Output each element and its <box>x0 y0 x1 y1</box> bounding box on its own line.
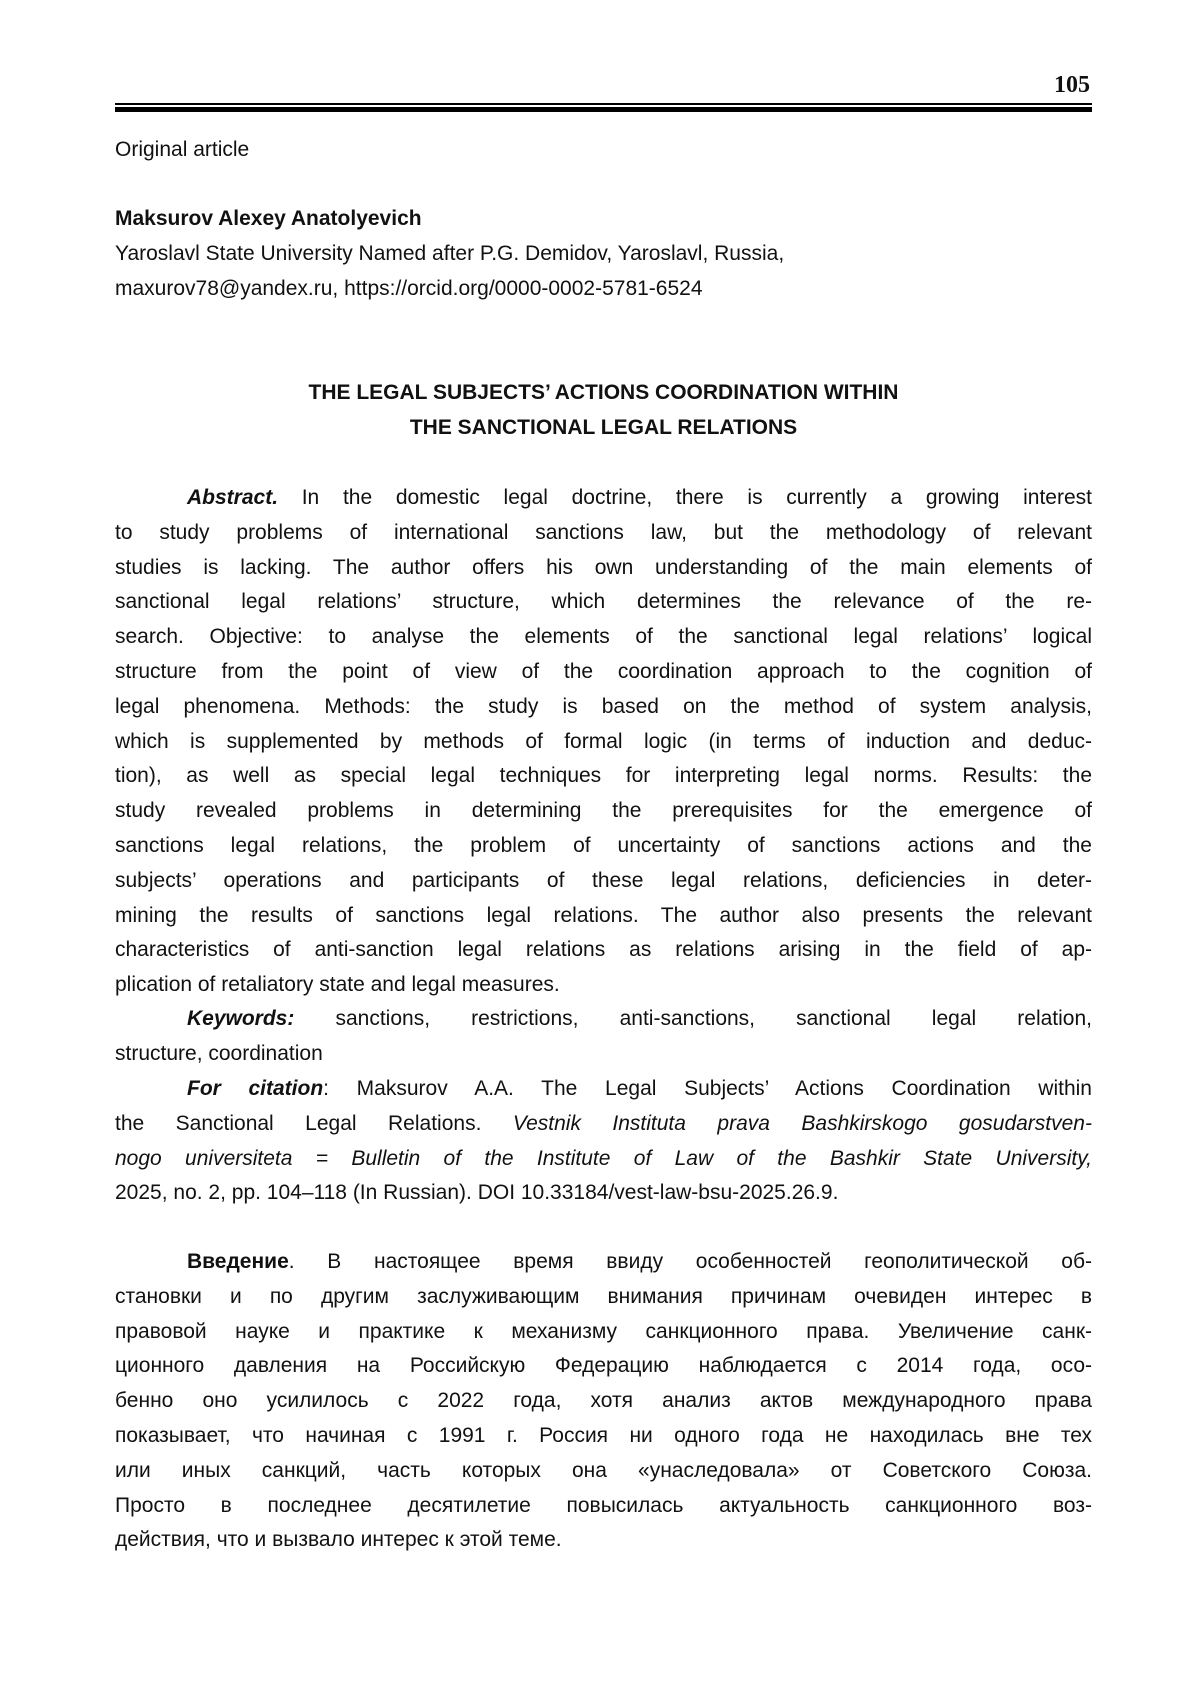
text-line <box>115 1454 1092 1489</box>
article-title <box>115 375 1092 445</box>
text-run: : Maksurov A.A. The Legal Subjects’ Actions Coordination within <box>323 1077 1092 1100</box>
lead-term: Abstract. <box>187 486 279 509</box>
text-line <box>115 1142 1092 1177</box>
text-line <box>115 585 1092 620</box>
text-line <box>115 1037 1092 1072</box>
text-run: subjects’ operations and participants of these legal relations, deficiencies in deter- <box>115 868 1092 892</box>
para-abstract <box>115 481 1092 1003</box>
text-run: 2025, no. 2, pp. 104–118 (In Russian). DOI 10.33184/vest-law-bsu-2025.26.9. <box>115 1181 839 1205</box>
author-name: Maksurov Alexey Anatolyevich <box>115 207 422 230</box>
text-line <box>115 1523 1092 1558</box>
text-run: или иных санкций, часть которых она «унаследовала» от Советского Союза. <box>115 1458 1092 1482</box>
text-line <box>115 968 1092 1003</box>
text-run: mining the results of sanctions legal relations. The author also presents the relevant <box>115 903 1092 927</box>
text-run: ционного давления на Российскую Федерацию наблюдается с 2014 года, осо- <box>115 1354 1092 1378</box>
para-citation <box>115 1072 1092 1211</box>
text-line <box>115 655 1092 690</box>
text-run: legal phenomena. Methods: the study is based on the method of system analysis, <box>115 694 1092 718</box>
text-run: characteristics of anti-sanction legal relations as relations arising in the field of ap- <box>115 938 1092 962</box>
text-run: to study problems of international sanctions law, but the methodology of relevant <box>115 520 1092 544</box>
text-run: sanctions, restrictions, anti-sanctions, sanctional legal relation, <box>294 1007 1092 1030</box>
text-line <box>115 690 1092 725</box>
text-line <box>115 481 1092 516</box>
text-run: study revealed problems in determining the prerequisites for the emergence of <box>115 799 1092 823</box>
text-line <box>115 1280 1092 1315</box>
text-line <box>115 620 1092 655</box>
text-run: tion), as well as special legal techniques for interpreting legal norms. Results: the <box>115 764 1092 788</box>
text-line <box>115 864 1092 899</box>
lead-term: Введение <box>187 1250 289 1273</box>
text-line <box>115 759 1092 794</box>
text-run: . В настоящее время ввиду особенностей геополитической об- <box>288 1250 1092 1273</box>
text-line <box>115 1107 1092 1142</box>
para-introduction <box>115 1245 1092 1558</box>
text-run: показывает, что начиная с 1991 г. Россия ни одного года не находилась вне тех <box>115 1423 1092 1447</box>
title-line: THE LEGAL SUBJECTS’ ACTIONS COORDINATION WITHIN <box>308 381 899 404</box>
text-run: structure, coordination <box>115 1041 323 1065</box>
text-run: sanctions legal relations, the problem of uncertainty of sanctions actions and the <box>115 833 1092 857</box>
para-keywords <box>115 1002 1092 1072</box>
text-line <box>115 1176 1092 1211</box>
text-line <box>115 1349 1092 1384</box>
text-run: Просто в последнее десятилетие повысилась актуальность санкционного воз- <box>115 1493 1092 1517</box>
text-line <box>115 1315 1092 1350</box>
text-run: search. Objective: to analyse the elements of the sanctional legal relations’ logical <box>115 625 1092 649</box>
author-block <box>115 201 1092 306</box>
text-run: sanctional legal relations’ structure, which determines the relevance of the re- <box>115 590 1092 614</box>
text-run: бенно оно усилилось с 2022 года, хотя анализ актов международного права <box>115 1389 1092 1413</box>
header-rule-thin <box>115 103 1092 105</box>
text-line <box>115 1002 1092 1037</box>
text-line <box>115 794 1092 829</box>
text-line <box>115 1419 1092 1454</box>
lead-term: nogo universiteta = Bulletin of the Institute of Law of the Bashkir State University, <box>115 1146 1092 1170</box>
text-line <box>115 933 1092 968</box>
text-line <box>115 829 1092 864</box>
text-line <box>115 1072 1092 1107</box>
text-run: действия, что и вызвало интерес к этой теме. <box>115 1528 562 1552</box>
author-contacts: maxurov78@yandex.ru, https://orcid.org/0000-0002-5781-6524 <box>115 277 703 300</box>
lead-term: For citation <box>187 1077 324 1100</box>
article-type: Original article <box>115 138 250 161</box>
text-line <box>115 516 1092 551</box>
lead-term: Keywords: <box>187 1007 295 1030</box>
text-line <box>115 1384 1092 1419</box>
lead-term: Vestnik Instituta prava Bashkirskogo gosudarstven- <box>512 1111 1092 1135</box>
title-line: THE SANCTIONAL LEGAL RELATIONS <box>409 416 798 439</box>
text-run: which is supplemented by methods of formal logic (in terms of induction and deduc- <box>115 729 1092 753</box>
text-run: становки и по другим заслуживающим внимания причинам очевиден интерес в <box>115 1284 1092 1308</box>
text-run: the Sanctional Legal Relations. <box>115 1111 513 1135</box>
author-affiliation: Yaroslavl State University Named after P.G. Demidov, Yaroslavl, Russia, <box>115 242 785 265</box>
text-run: plication of retaliatory state and legal measures. <box>115 973 560 997</box>
text-run: In the domestic legal doctrine, there is currently a growing interest <box>278 486 1092 509</box>
text-run: studies is lacking. The author offers his own understanding of the main elements of <box>115 555 1092 579</box>
page-number: 105 <box>1054 72 1090 98</box>
text-line <box>115 725 1092 760</box>
text-run: правовой науке и практике к механизму санкционного права. Увеличение санк- <box>115 1319 1092 1343</box>
text-line <box>115 899 1092 934</box>
text-line <box>115 1245 1092 1280</box>
header-rule-thick <box>115 107 1092 112</box>
text-line <box>115 551 1092 586</box>
text-run: structure from the point of view of the coordination approach to the cognition of <box>115 659 1092 683</box>
text-line <box>115 1489 1092 1524</box>
